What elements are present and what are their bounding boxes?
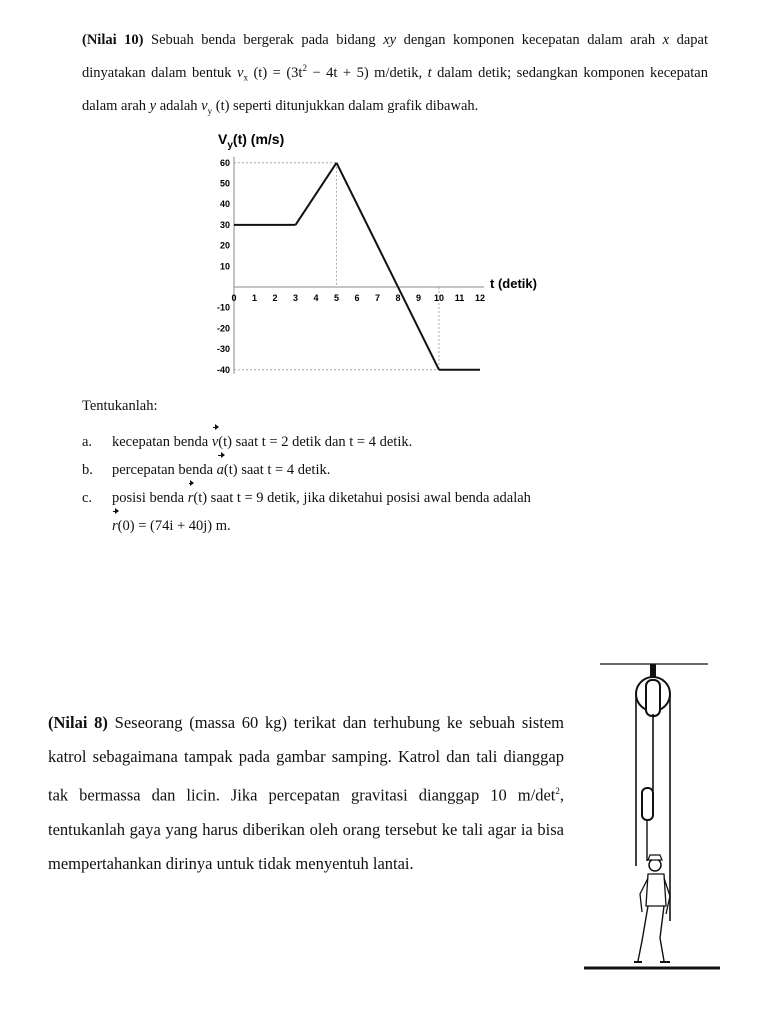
- y-tick-label: 40: [219, 199, 230, 210]
- x-tick-label: 0: [231, 293, 237, 303]
- x-tick-label: 12: [474, 293, 486, 303]
- x-tick-label: 3: [292, 293, 299, 303]
- pulley-illustration: [580, 656, 730, 981]
- x-tick-label: 8: [395, 293, 401, 303]
- y-tick-label: 50: [219, 178, 230, 189]
- questions-intro: Tentukanlah:: [82, 398, 158, 414]
- person-cap: [648, 855, 662, 860]
- pulley-system-icon: [580, 656, 730, 976]
- x-tick-label: 7: [374, 293, 381, 303]
- question-list: [82, 428, 702, 540]
- person-leg-right: [660, 906, 664, 961]
- velocity-segment: [337, 163, 440, 370]
- x-tick-label: 4: [313, 293, 319, 303]
- y-tick-label: -20: [216, 323, 230, 334]
- x-tick-label: 11: [454, 293, 465, 303]
- y-axis-label: $V_y(t)$ (m/s): [218, 131, 285, 151]
- pulley-hanger: [650, 664, 656, 678]
- question-a: a. kecepatan benda v(t) saat t = 2 detik dan t = 4 detik.: [82, 428, 702, 456]
- x-tick-label: 1: [251, 293, 258, 303]
- x-tick-label: 10: [433, 293, 445, 303]
- velocity-chart-svg: [200, 126, 560, 386]
- question-c: c. posisi benda r(t) saat t = 9 detik, jika diketahui posisi awal benda adalah: [82, 484, 702, 512]
- y-tick-label: -40: [216, 364, 230, 375]
- velocity-segment: [296, 163, 337, 225]
- person-torso: [646, 874, 666, 906]
- x-tick-label: 5: [333, 293, 340, 303]
- velocity-chart: [200, 126, 560, 391]
- y-tick-label: -30: [216, 344, 230, 355]
- problem-1-label: (Nilai 10): [82, 32, 144, 48]
- y-tick-label: 30: [219, 219, 230, 230]
- lower-pulley: [642, 788, 653, 820]
- person-leg-left: [638, 906, 648, 961]
- problem-2-label: (Nilai 8): [48, 713, 108, 732]
- x-tick-label: 2: [272, 293, 278, 303]
- x-tick-label: 6: [354, 293, 360, 303]
- problem-2-statement: (Nilai 8) Seseorang (massa 60 kg) terikat dan terhubung ke sebuah sistem katrol sebagaimana tampak pada gambar samping. Katrol dan tali dianggap tak bermassa dan licin. Jika percepatan gravitasi dianggap 10 $m/\det^2$, tentukanlah gaya yang harus diberikan oleh orang tersebut ke tali agar ia bisa mempertahankan dirinya untuk tidak menyentuh lantai.: [48, 713, 564, 873]
- y-tick-label: 10: [219, 261, 230, 272]
- x-tick-label: 9: [415, 293, 422, 303]
- y-tick-label: 20: [219, 240, 230, 251]
- question-b: b. percepatan benda a(t) saat t = 4 detik.: [82, 456, 702, 484]
- top-pulley-housing: [646, 680, 660, 716]
- question-c-continuation: r(0) = (74i + 40j) m.: [82, 512, 702, 540]
- x-axis-label: t (detik): [490, 276, 537, 291]
- y-tick-label: -10: [216, 302, 230, 313]
- person-head: [649, 859, 661, 871]
- y-tick-label: 60: [219, 157, 230, 168]
- problem-1-statement: (Nilai 10) Sebuah benda bergerak pada bidang xy dengan komponen kecepatan dalam arah x dapat dinyatakan dalam bentuk $v_x$ $(t) = (3t^2 - 4t + 5)$ m/detik, t dalam detik; sedangkan komponen kecepatan dalam arah y adalah $v_y$ (t) seperti ditunjukkan dalam grafik dibawah.: [82, 32, 708, 116]
